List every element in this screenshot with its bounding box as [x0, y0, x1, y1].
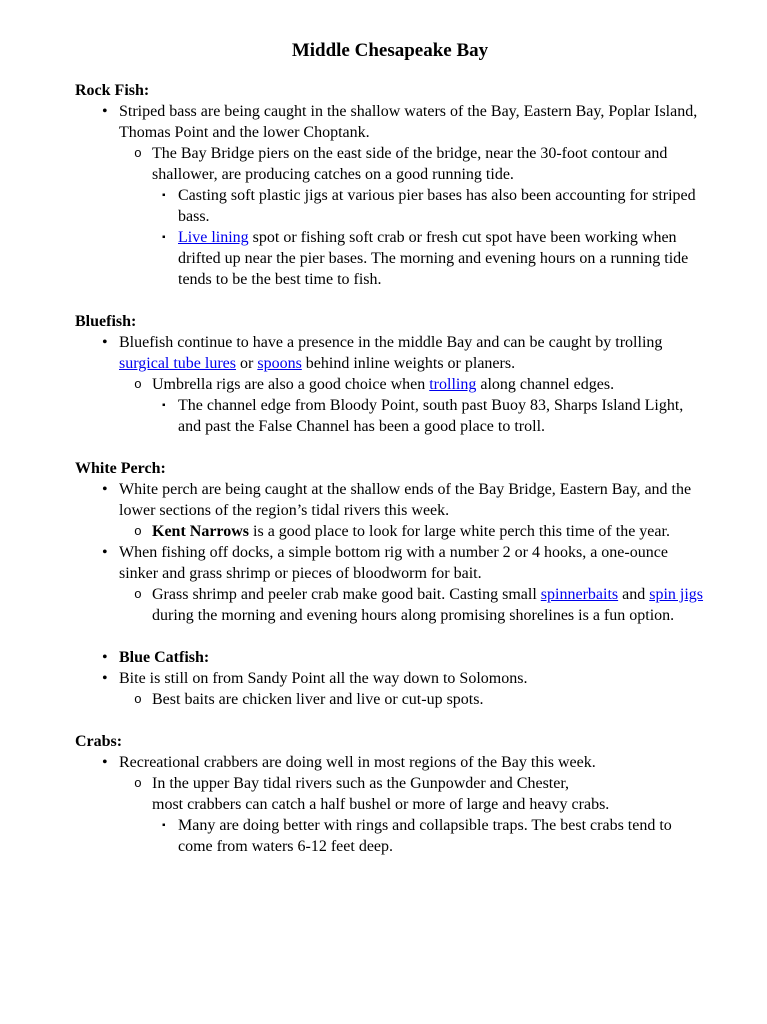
- list-item-text: [119, 103, 697, 141]
- section-white-perch: [75, 458, 705, 626]
- disc-bullet-icon: •: [102, 754, 108, 771]
- list-item-text: [152, 775, 609, 813]
- square-bullet-icon: ▪: [162, 400, 166, 411]
- text-run: In the upper Bay tidal rivers such as the Gunpowder and Chester,: [152, 775, 570, 792]
- text-run: Bluefish continue to have a presence in the middle Bay and can be caught by trolling: [119, 334, 663, 351]
- section-heading-white-perch: White Perch:: [75, 460, 166, 477]
- list-item: [75, 185, 705, 227]
- text-run: along channel edges.: [476, 376, 615, 393]
- square-bullet-icon: ▪: [162, 820, 166, 831]
- text-run: spot or fishing soft crab or fresh cut spot have been working when drifted up near the pier bases. The morning and evening hours on a running tide tends to be the best time to fish.: [178, 229, 689, 288]
- text-run: most crabbers can catch a half bushel or more of large and heavy crabs.: [152, 796, 610, 813]
- list-item-text: [152, 586, 703, 624]
- text-run: is a good place to look for large white perch this time of the year.: [249, 523, 670, 540]
- trolling-link[interactable]: trolling: [429, 376, 477, 393]
- circle-bullet-icon: o: [134, 524, 142, 539]
- list-item-text: [119, 670, 527, 687]
- text-run: Recreational crabbers are doing well in most regions of the Bay this week.: [119, 754, 596, 771]
- spin-jigs-link[interactable]: spin jigs: [649, 586, 704, 603]
- list-item: [75, 689, 705, 710]
- list-item-text: [119, 481, 691, 519]
- text-run: White perch are being caught at the shallow ends of the Bay Bridge, Eastern Bay, and the lower sections of the region’s tidal rivers this week.: [119, 481, 692, 519]
- text-run: The Bay Bridge piers on the east side of the bridge, near the 30-foot contour and shallower, are producing catches on a good running tide.: [152, 145, 668, 183]
- list-item: [75, 374, 705, 395]
- list-item: [75, 542, 705, 584]
- spinnerbaits-link[interactable]: spinnerbaits: [540, 586, 619, 603]
- disc-bullet-icon: •: [102, 544, 108, 561]
- text-run: during the morning and evening hours along promising shorelines is a fun option.: [152, 607, 675, 624]
- list-item: [75, 815, 705, 857]
- list-item-text: [119, 544, 668, 582]
- list-item-text: [152, 691, 483, 708]
- section-crabs: [75, 731, 705, 857]
- section-heading-bluefish: Bluefish:: [75, 313, 137, 330]
- text-run: Best baits are chicken liver and live or cut-up spots.: [152, 691, 484, 708]
- list-item: [75, 479, 705, 521]
- section-heading-crabs: Crabs:: [75, 733, 123, 750]
- text-run: Grass shrimp and peeler crab make good bait. Casting small: [152, 586, 541, 603]
- disc-bullet-icon: •: [102, 334, 108, 351]
- text-run: Bite is still on from Sandy Point all the way down to Solomons.: [119, 670, 528, 687]
- list-item-text: [178, 229, 688, 288]
- list-item: [75, 647, 705, 668]
- square-bullet-icon: ▪: [162, 190, 166, 201]
- text-run: Casting soft plastic jigs at various pier bases has also been accounting for striped bass.: [178, 187, 696, 225]
- list-item-text: [152, 145, 667, 183]
- list-item: [75, 584, 705, 626]
- list-item-text: [152, 523, 670, 540]
- list-item-text: [119, 754, 596, 771]
- text-run: When fishing off docks, a simple bottom rig with a number 2 or 4 hooks, a one-ounce sinker and grass shrimp or pieces of bloodworm for bait.: [119, 544, 668, 582]
- list-item: [75, 227, 705, 290]
- list-item: [75, 395, 705, 437]
- disc-bullet-icon: •: [102, 649, 108, 666]
- list-item-text: [152, 376, 614, 393]
- list-item-text: [119, 334, 662, 372]
- surgical-tube-lures-link[interactable]: surgical tube lures: [119, 355, 237, 372]
- list-item-text: [178, 817, 672, 855]
- list-item: [75, 773, 705, 815]
- section-bluefish: [75, 311, 705, 437]
- document-body: [75, 80, 705, 857]
- list-item: [75, 752, 705, 773]
- list-item: [75, 521, 705, 542]
- list-item: [75, 143, 705, 185]
- text-run: or: [236, 355, 258, 372]
- text-run: Many are doing better with rings and collapsible traps. The best crabs tend to come from waters 6-12 feet deep.: [178, 817, 672, 855]
- text-run: Striped bass are being caught in the shallow waters of the Bay, Eastern Bay, Poplar Island, Thomas Point and the lower Choptank.: [119, 103, 698, 141]
- list-item-text: [178, 397, 683, 435]
- disc-bullet-icon: •: [102, 481, 108, 498]
- list-item: [75, 101, 705, 143]
- spoons-link[interactable]: spoons: [257, 355, 302, 372]
- circle-bullet-icon: o: [134, 146, 142, 161]
- list-item-text: [119, 649, 209, 666]
- section-rock-fish: [75, 80, 705, 290]
- square-bullet-icon: ▪: [162, 232, 166, 243]
- section-blue-catfish: [75, 647, 705, 710]
- circle-bullet-icon: o: [134, 776, 142, 791]
- circle-bullet-icon: o: [134, 587, 142, 602]
- list-item: [75, 332, 705, 374]
- text-run: behind inline weights or planers.: [301, 355, 516, 372]
- live-lining-link[interactable]: Live lining: [178, 229, 249, 246]
- list-item-text: [178, 187, 696, 225]
- text-run: and: [618, 586, 650, 603]
- circle-bullet-icon: o: [134, 377, 142, 392]
- section-heading-rock-fish: Rock Fish:: [75, 82, 150, 99]
- disc-bullet-icon: •: [102, 670, 108, 687]
- circle-bullet-icon: o: [134, 692, 142, 707]
- page-title: Middle Chesapeake Bay: [291, 40, 489, 61]
- text-run: The channel edge from Bloody Point, south past Buoy 83, Sharps Island Light, and past the False Channel has been a good place to troll.: [178, 397, 684, 435]
- disc-bullet-icon: •: [102, 103, 108, 120]
- list-item: [75, 668, 705, 689]
- bold-text: Kent Narrows: [152, 523, 250, 540]
- bold-text: Blue Catfish:: [119, 649, 210, 666]
- text-run: Umbrella rigs are also a good choice when: [152, 376, 430, 393]
